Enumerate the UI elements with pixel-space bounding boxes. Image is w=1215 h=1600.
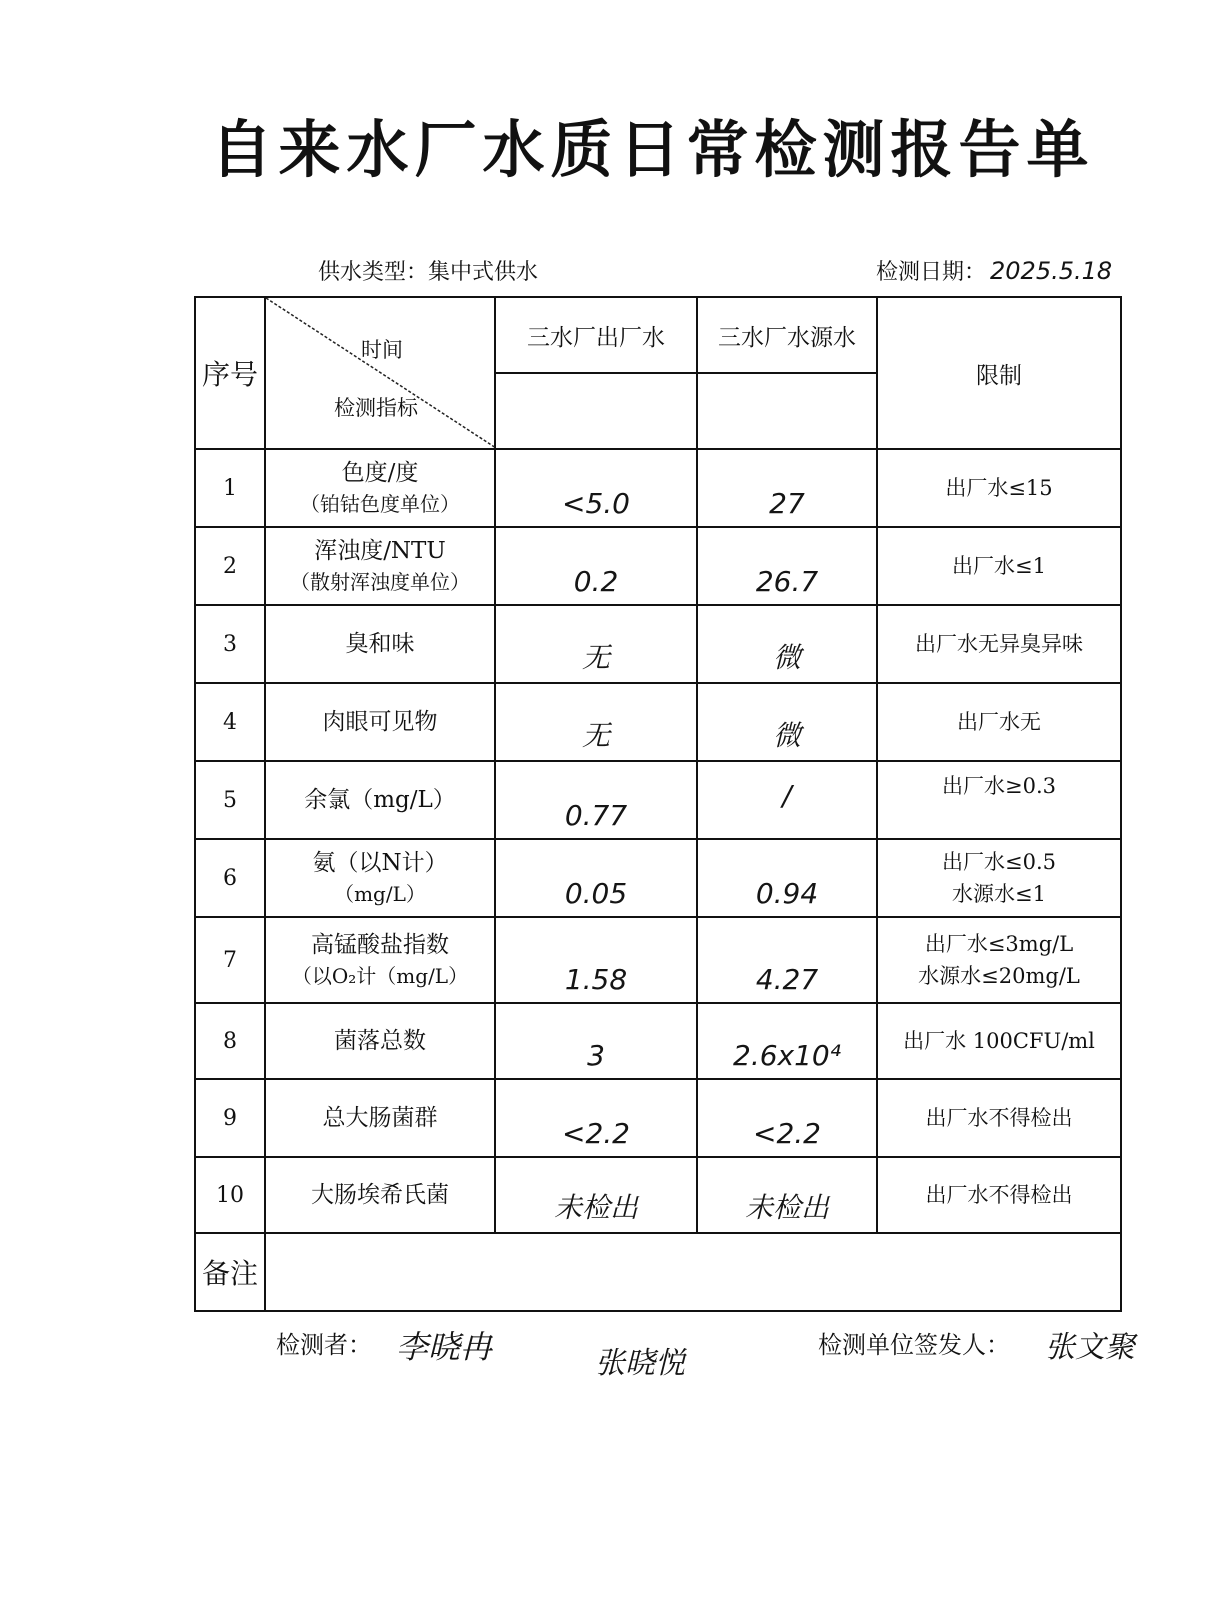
col-header-source: 三水厂水源水	[697, 297, 877, 373]
remark-row	[195, 1233, 1121, 1311]
row-limit: 出厂水≤0.5 水源水≤1	[877, 839, 1121, 917]
row-indicator: 浑浊度/NTU （散射浑浊度单位）	[265, 527, 495, 605]
row-value-source: 未检出	[697, 1157, 877, 1233]
row-value-source: 4.27	[697, 917, 877, 1003]
diagonal-header-cell	[265, 297, 495, 449]
row-limit: 出厂水≤15	[877, 449, 1121, 527]
row-seq: 8	[195, 1003, 265, 1079]
tester-signature-2: 张晓悦	[595, 1346, 685, 1381]
row-indicator: 高锰酸盐指数 （以O₂计（mg/L）	[265, 917, 495, 1003]
row-indicator: 菌落总数	[265, 1003, 495, 1079]
table-row	[195, 917, 1121, 1003]
tester-signature-1: 李晓冉	[396, 1328, 493, 1366]
row-value-outlet: 0.77	[495, 761, 697, 839]
supply-type: 供水类型：集中式供水	[318, 260, 539, 285]
row-indicator: 臭和味	[265, 605, 495, 683]
remark-value	[265, 1233, 1121, 1311]
row-indicator: 大肠埃希氏菌	[265, 1157, 495, 1233]
row-value-outlet: 0.05	[495, 839, 697, 917]
report-table	[194, 296, 1122, 1312]
row-limit: 出厂水 100CFU/ml	[877, 1003, 1121, 1079]
row-value-outlet: 0.2	[495, 527, 697, 605]
col-outlet-blank	[495, 373, 697, 449]
row-indicator: 氨（以N计） （mg/L）	[265, 839, 495, 917]
row-limit: 出厂水无异臭异味	[877, 605, 1121, 683]
limit-header: 限制	[877, 297, 1121, 449]
row-value-outlet: 1.58	[495, 917, 697, 1003]
table-row	[195, 1157, 1121, 1233]
row-value-outlet: 未检出	[495, 1157, 697, 1233]
row-limit: 出厂水≤1	[877, 527, 1121, 605]
row-seq: 2	[195, 527, 265, 605]
row-seq: 9	[195, 1079, 265, 1157]
row-value-outlet: 无	[495, 683, 697, 761]
document-title: 自来水厂水质日常检测报告单	[210, 113, 1095, 186]
row-value-outlet: <2.2	[495, 1079, 697, 1157]
row-value-outlet: 无	[495, 605, 697, 683]
row-value-source: 微	[697, 605, 877, 683]
row-seq: 4	[195, 683, 265, 761]
table-row	[195, 449, 1121, 527]
seq-header: 序号	[195, 297, 265, 449]
row-value-source: 2.6x10⁴	[697, 1003, 877, 1079]
table-row	[195, 1003, 1121, 1079]
row-indicator: 余氯（mg/L）	[265, 761, 495, 839]
row-value-source: 26.7	[697, 527, 877, 605]
row-indicator: 色度/度 （铂钴色度单位）	[265, 449, 495, 527]
table-row	[195, 527, 1121, 605]
row-limit: 出厂水≥0.3	[877, 761, 1121, 839]
test-date-label: 检测日期：	[876, 260, 987, 285]
test-date	[876, 255, 1112, 286]
row-limit: 出厂水不得检出	[877, 1157, 1121, 1233]
table-row	[195, 1079, 1121, 1157]
tester-label: 检测者：	[276, 1331, 372, 1359]
row-seq: 6	[195, 839, 265, 917]
row-limit: 出厂水≤3mg/L 水源水≤20mg/L	[877, 917, 1121, 1003]
row-seq: 3	[195, 605, 265, 683]
indicator-label: 检测指标	[334, 396, 418, 420]
col-header-outlet: 三水厂出厂水	[495, 297, 697, 373]
row-seq: 10	[195, 1157, 265, 1233]
table-row	[195, 605, 1121, 683]
row-value-outlet: <5.0	[495, 449, 697, 527]
row-value-source: 27	[697, 449, 877, 527]
row-indicator: 肉眼可见物	[265, 683, 495, 761]
row-value-source: 0.94	[697, 839, 877, 917]
issuer-label: 检测单位签发人：	[818, 1331, 1010, 1359]
remark-label: 备注	[195, 1233, 265, 1311]
row-seq: 1	[195, 449, 265, 527]
issuer-signature: 张文聚	[1045, 1330, 1135, 1365]
col-source-blank	[697, 373, 877, 449]
test-date-value: 2025.5.18	[990, 257, 1113, 285]
row-value-outlet: 3	[495, 1003, 697, 1079]
row-value-source: 微	[697, 683, 877, 761]
row-limit: 出厂水无	[877, 683, 1121, 761]
row-indicator: 总大肠菌群	[265, 1079, 495, 1157]
row-value-source: /	[697, 761, 877, 839]
time-label: 时间	[361, 338, 403, 362]
table-row	[195, 839, 1121, 917]
row-limit: 出厂水不得检出	[877, 1079, 1121, 1157]
table-row	[195, 761, 1121, 839]
row-value-source: <2.2	[697, 1079, 877, 1157]
row-seq: 7	[195, 917, 265, 1003]
row-seq: 5	[195, 761, 265, 839]
diagonal-line	[266, 298, 496, 450]
table-row	[195, 683, 1121, 761]
